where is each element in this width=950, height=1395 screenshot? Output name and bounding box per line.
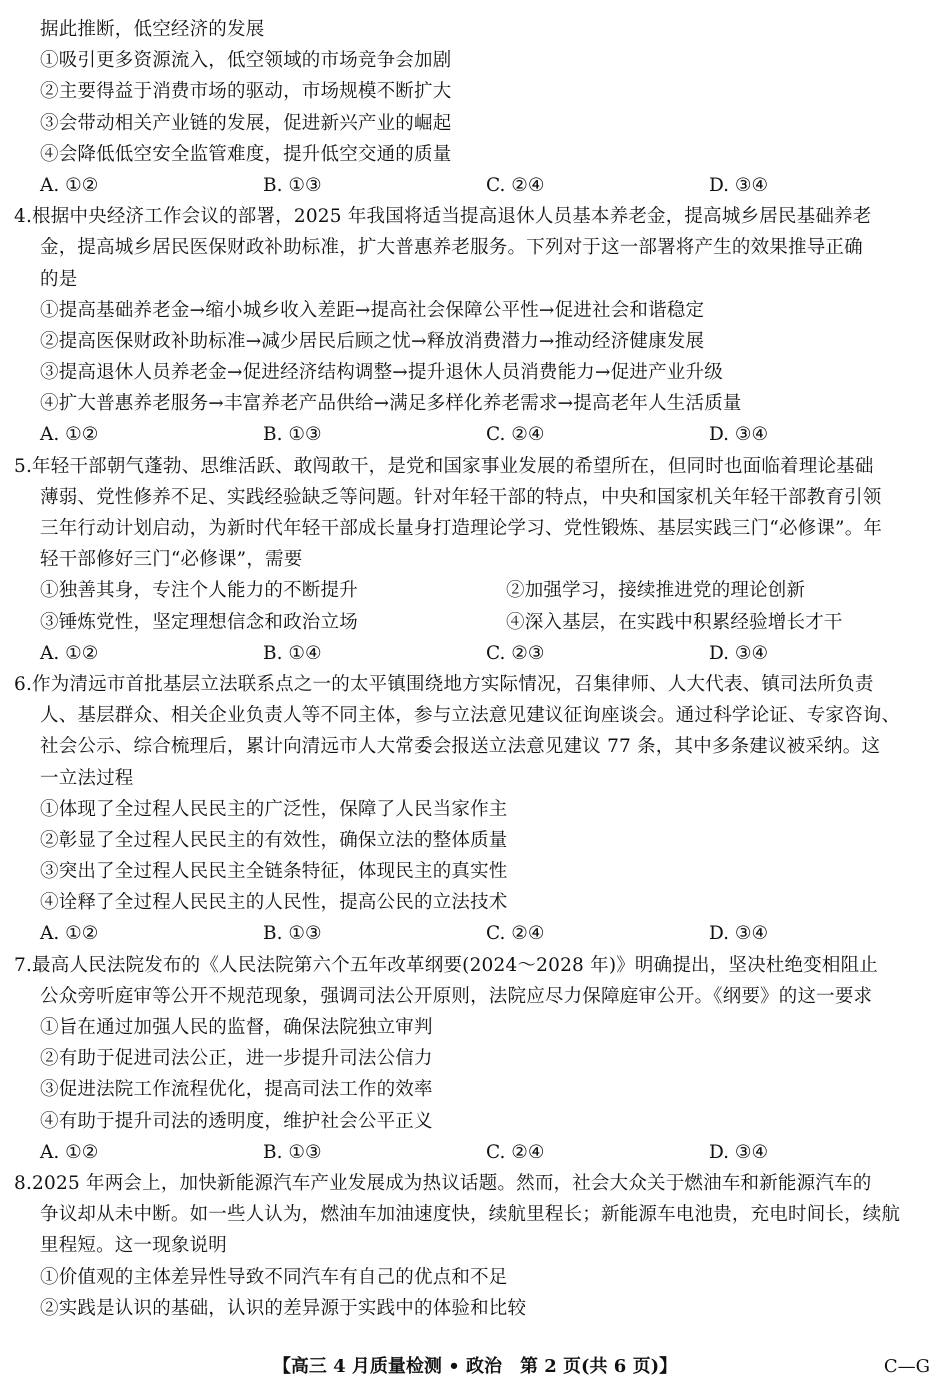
question-5 bbox=[14, 451, 932, 669]
option-line: ②彰显了全过程人民民主的有效性，确保立法的整体质量 bbox=[40, 829, 508, 851]
answer-c: C. ②③ bbox=[486, 642, 545, 664]
option-line: ①提高基础养老金→缩小城乡收入差距→提高社会保障公平性→促进社会和谐稳定 bbox=[40, 299, 705, 321]
option-line: ④会降低低空安全监管难度，提升低空交通的质量 bbox=[40, 143, 452, 165]
page-content bbox=[14, 14, 932, 1324]
answer-d: D. ③④ bbox=[709, 1141, 769, 1163]
option-2: ②加强学习，接续推进党的理论创新 bbox=[506, 580, 806, 602]
stem-line: 4.根据中央经济工作会议的部署，2025 年我国将适当提高退休人员基本养老金，提高城乡居民基础养老 bbox=[14, 206, 872, 228]
paper-code: C—G bbox=[883, 1356, 930, 1377]
answer-b: B. ①③ bbox=[263, 1141, 322, 1163]
stem-line: 一立法过程 bbox=[40, 767, 134, 789]
option-line: ①吸引更多资源流入，低空领域的市场竞争会加剧 bbox=[40, 50, 452, 72]
option-line: ②主要得益于消费市场的驱动，市场规模不断扩大 bbox=[40, 81, 452, 103]
option-line: ④有助于提升司法的透明度，维护社会公平正义 bbox=[40, 1110, 433, 1132]
option-row bbox=[40, 575, 932, 606]
answer-a: A. ①② bbox=[40, 1141, 99, 1163]
answer-b: B. ①③ bbox=[263, 424, 322, 446]
answer-b: B. ①③ bbox=[263, 174, 322, 196]
stem-line: 社会公示、综合梳理后，累计向清远市人大常委会报送立法意见建议 77 条，其中多条建议被采纳。这 bbox=[40, 736, 881, 758]
footer-title: 【高三 4 月质量检测 • 政治 第 2 页(共 6 页)】 bbox=[272, 1356, 678, 1377]
question-4 bbox=[14, 201, 932, 451]
stem-line: 据此推断，低空经济的发展 bbox=[40, 19, 265, 40]
option-line: ②提高医保财政补助标准→减少居民后顾之忧→释放消费潜力→推动经济健康发展 bbox=[40, 330, 705, 352]
question-7 bbox=[14, 950, 932, 1168]
stem-line: 人、基层群众、相关企业负责人等不同主体，参与立法意见建议征询座谈会。通过科学论证、专家咨询、 bbox=[40, 705, 901, 727]
answer-choices bbox=[40, 918, 932, 949]
option-line: ④扩大普惠养老服务→丰富养老产品供给→满足多样化养老需求→提高老年人生活质量 bbox=[40, 393, 742, 415]
option-line: ③突出了全过程人民民主全链条特征，体现民主的真实性 bbox=[40, 861, 508, 883]
answer-c: C. ②④ bbox=[486, 174, 545, 196]
answer-b: B. ①③ bbox=[263, 923, 322, 945]
stem-line: 金，提高城乡居民医保财政补助标准，扩大普惠养老服务。下列对于这一部署将产生的效果推导正确 bbox=[40, 237, 863, 259]
option-line: ③提高退休人员养老金→促进经济结构调整→提升退休人员消费能力→促进产业升级 bbox=[40, 362, 723, 384]
stem-line: 里程短。这一现象说明 bbox=[40, 1235, 228, 1257]
stem-line: 公众旁听庭审等公开不规范现象，强调司法公开原则，法院应尽力保障庭审公开。《纲要》的这一要求 bbox=[40, 985, 873, 1007]
page-footer bbox=[0, 1352, 950, 1382]
option-row bbox=[40, 607, 932, 638]
answer-a: A. ①② bbox=[40, 174, 99, 196]
stem-line: 争议却从未中断。如一些人认为，燃油车加油速度快，续航里程长；新能源车电池贵，充电时间长，续航 bbox=[40, 1204, 901, 1226]
answer-d: D. ③④ bbox=[709, 174, 769, 196]
option-line: ②有助于促进司法公正，进一步提升司法公信力 bbox=[40, 1048, 433, 1070]
option-line: ④诠释了全过程人民民主的人民性，提高公民的立法技术 bbox=[40, 892, 508, 914]
option-line: ②实践是认识的基础，认识的差异源于实践中的体验和比较 bbox=[40, 1297, 527, 1319]
stem-line: 7.最高人民法院发布的《人民法院第六个五年改革纲要(2024～2028 年)》明确提出，坚决杜绝变相阻止 bbox=[14, 954, 879, 976]
answer-c: C. ②④ bbox=[486, 424, 545, 446]
option-4: ④深入基层，在实践中积累经验增长才干 bbox=[506, 611, 843, 633]
option-line: ①旨在通过加强人民的监督，确保法院独立审判 bbox=[40, 1017, 433, 1038]
stem-line: 薄弱、党性修养不足、实践经验缺乏等问题。针对年轻干部的特点，中央和国家机关年轻干部教育引领 bbox=[40, 486, 882, 508]
answer-a: A. ①② bbox=[40, 424, 99, 446]
answer-d: D. ③④ bbox=[709, 642, 769, 664]
answer-d: D. ③④ bbox=[709, 424, 769, 446]
option-line: ①价值观的主体差异性导致不同汽车有自己的优点和不足 bbox=[40, 1266, 508, 1288]
answer-choices bbox=[40, 638, 932, 669]
stem-line: 6.作为清远市首批基层立法联系点之一的太平镇围绕地方实际情况，召集律师、人大代表、镇司法所负责 bbox=[14, 673, 874, 695]
answer-b: B. ①④ bbox=[263, 642, 322, 664]
question-3-continuation bbox=[40, 14, 932, 201]
stem-line: 三年行动计划启动，为新时代年轻干部成长量身打造理论学习、党性锻炼、基层实践三门“必修课”。年 bbox=[40, 518, 883, 539]
stem-line: 轻干部修好三门“必修课”，需要 bbox=[40, 549, 303, 571]
question-8 bbox=[14, 1168, 932, 1324]
answer-choices bbox=[40, 170, 932, 201]
stem-line: 5.年轻干部朝气蓬勃、思维活跃、敢闯敢干，是党和国家事业发展的希望所在，但同时也面临着理论基础 bbox=[14, 455, 874, 477]
option-1: ①独善其身，专注个人能力的不断提升 bbox=[40, 580, 358, 602]
option-3: ③锤炼党性，坚定理想信念和政治立场 bbox=[40, 611, 358, 633]
answer-c: C. ②④ bbox=[486, 1141, 545, 1163]
option-line: ③会带动相关产业链的发展，促进新兴产业的崛起 bbox=[40, 112, 452, 134]
answer-choices bbox=[40, 419, 932, 450]
option-line: ①体现了全过程人民民主的广泛性，保障了人民当家作主 bbox=[40, 798, 508, 820]
question-6 bbox=[14, 669, 932, 950]
answer-a: A. ①② bbox=[40, 923, 99, 945]
answer-c: C. ②④ bbox=[486, 923, 545, 945]
option-line: ③促进法院工作流程优化，提高司法工作的效率 bbox=[40, 1079, 433, 1101]
stem-line: 8.2025 年两会上，加快新能源汽车产业发展成为热议话题。然而，社会大众关于燃油车和新能源汽车的 bbox=[14, 1172, 872, 1194]
answer-d: D. ③④ bbox=[709, 923, 769, 945]
answer-choices bbox=[40, 1137, 932, 1168]
stem-line: 的是 bbox=[40, 268, 78, 290]
answer-a: A. ①② bbox=[40, 642, 99, 664]
